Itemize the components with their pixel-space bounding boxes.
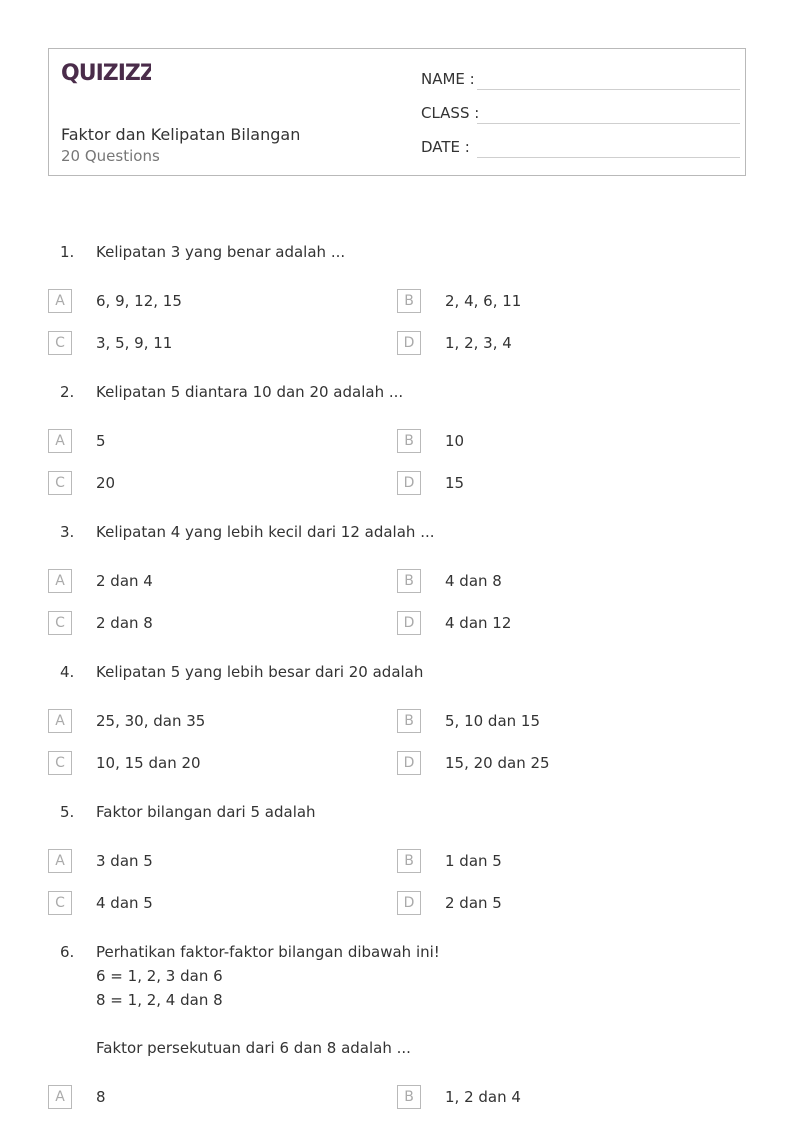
quizizz-logo-mark [61,59,151,85]
option-text: 10, 15 dan 20 [96,754,201,772]
question-text: Faktor bilangan dari 5 adalah [96,803,316,821]
option-letter: C [48,751,72,775]
question-count: 20 Questions [61,147,160,165]
option-text: 1, 2, 3, 4 [445,334,512,352]
option-text: 2, 4, 6, 11 [445,292,522,310]
option-letter: C [48,471,72,495]
option-text: 2 dan 4 [96,572,153,590]
option-text: 20 [96,474,116,492]
question-number: 5. [60,803,75,821]
option-letter: B [397,1085,421,1109]
question-number: 3. [60,523,75,541]
option-letter: B [397,289,421,313]
option-text: 1, 2 dan 4 [445,1088,521,1106]
option-letter: B [397,709,421,733]
option-text: 6, 9, 12, 15 [96,292,182,310]
option-text: 10 [445,432,465,450]
question-text: Perhatikan faktor-faktor bilangan dibawah ini! 6 = 1, 2, 3 dan 6 8 = 1, 2, 4 dan 8 Faktor persekutuan dari 6 dan 8 adalah ... [96,943,440,1057]
option-text: 15 [445,474,465,492]
option-text: 2 dan 5 [445,894,502,912]
option-letter: B [397,849,421,873]
class-label: CLASS : [421,104,480,122]
option-letter: A [48,429,72,453]
option-text: 1 dan 5 [445,852,502,870]
option-letter: C [48,611,72,635]
worksheet-header [48,48,746,176]
option-letter: D [397,471,421,495]
option-text: 5, 10 dan 15 [445,712,541,730]
svg-text:QUIZIZZ: QUIZIZZ [61,61,151,85]
option-text: 4 dan 8 [445,572,502,590]
class-field[interactable] [421,103,737,125]
date-field[interactable] [421,137,737,159]
option-text: 3 dan 5 [96,852,153,870]
question-number: 2. [60,383,75,401]
option-text: 4 dan 5 [96,894,153,912]
option-letter: A [48,569,72,593]
name-line[interactable] [477,89,740,90]
question-text: Kelipatan 3 yang benar adalah ... [96,243,346,261]
option-text: 8 [96,1088,106,1106]
option-letter: A [48,849,72,873]
question-text: Kelipatan 4 yang lebih kecil dari 12 adalah ... [96,523,435,541]
question-text: Kelipatan 5 yang lebih besar dari 20 adalah [96,663,424,681]
option-letter: B [397,429,421,453]
option-text: 15, 20 dan 25 [445,754,550,772]
option-letter: B [397,569,421,593]
option-letter: D [397,331,421,355]
option-letter: A [48,1085,72,1109]
option-letter: D [397,891,421,915]
option-text: 25, 30, dan 35 [96,712,206,730]
option-letter: C [48,891,72,915]
question-number: 4. [60,663,75,681]
option-letter: A [48,709,72,733]
question-text: Kelipatan 5 diantara 10 dan 20 adalah ... [96,383,404,401]
option-letter: A [48,289,72,313]
option-letter: C [48,331,72,355]
worksheet-title: Faktor dan Kelipatan Bilangan [61,125,301,144]
option-letter: D [397,751,421,775]
question-number: 1. [60,243,75,261]
option-letter: D [397,611,421,635]
name-field[interactable] [421,69,737,91]
option-text: 2 dan 8 [96,614,153,632]
option-text: 4 dan 12 [445,614,512,632]
option-text: 5 [96,432,106,450]
date-line[interactable] [477,157,740,158]
option-text: 3, 5, 9, 11 [96,334,173,352]
question-number: 6. [60,943,75,961]
date-label: DATE : [421,138,470,156]
quizizz-logo [61,59,151,91]
name-label: NAME : [421,70,475,88]
class-line[interactable] [477,123,740,124]
